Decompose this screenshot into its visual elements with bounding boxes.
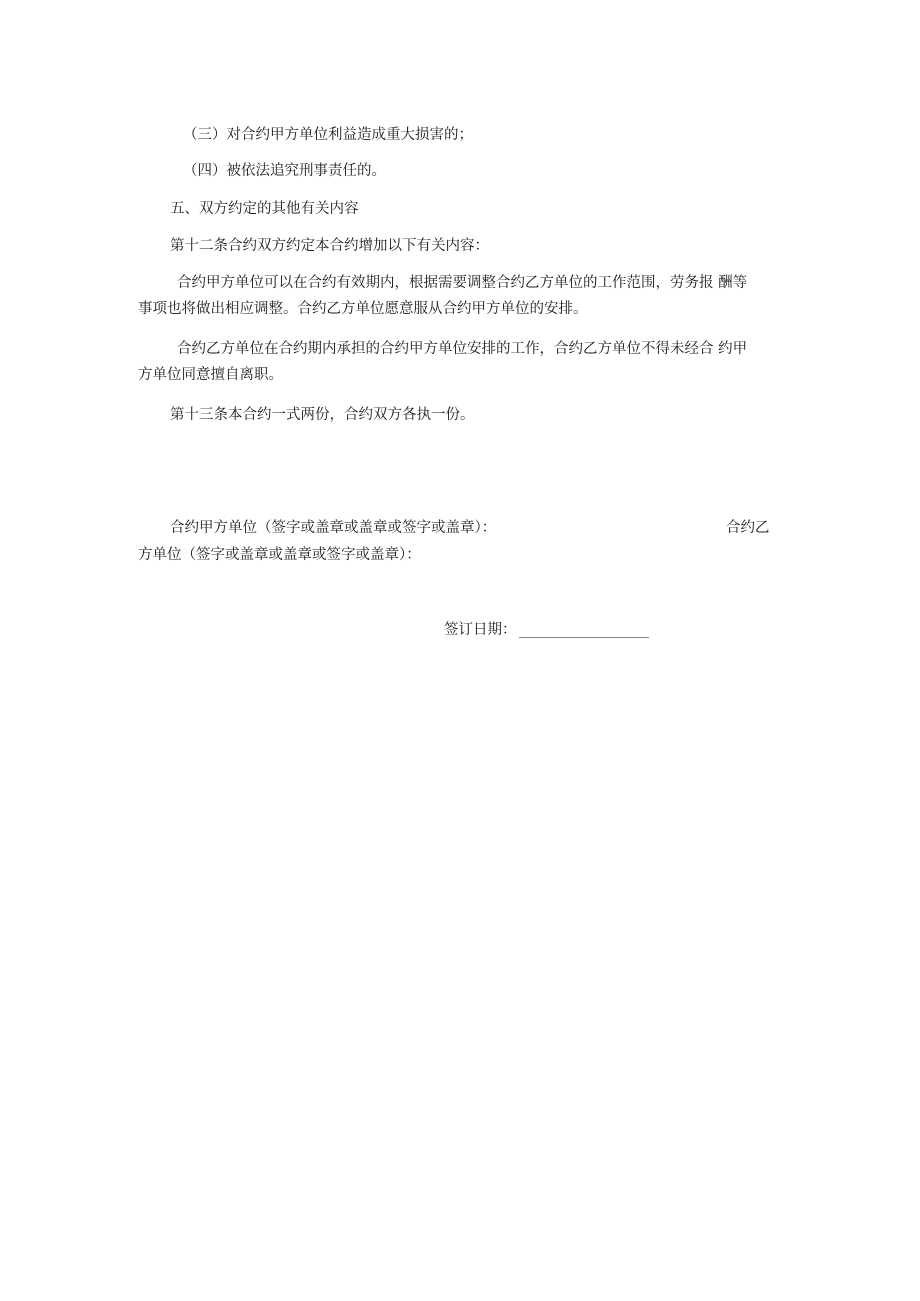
paragraph-1-line-2: 事项也将做出相应调整。合约乙方单位愿意服从合约甲方单位的安排。 xyxy=(138,301,588,317)
paragraph-2-line-1: 合约乙方单位在合约期内承担的合约甲方单位安排的工作，合约乙方单位不得未经合 约甲 xyxy=(177,341,748,357)
party-b-signature-label-end: 方单位（签字或盖章或盖章或签字或盖章）： xyxy=(138,547,421,563)
party-a-signature-label: 合约甲方单位（签字或盖章或盖章或签字或盖章）： xyxy=(170,520,497,536)
section-5-heading: 五、双方约定的其他有关内容 xyxy=(170,201,359,217)
clause-item-4: （四）被依法追究刑事责任的。 xyxy=(183,163,386,179)
article-12: 第十二条合约双方约定本合约增加以下有关内容： xyxy=(170,238,489,254)
signing-date-row xyxy=(444,620,649,640)
paragraph-2-line-2: 方单位同意擅自离职。 xyxy=(138,367,283,383)
signing-date-blank[interactable] xyxy=(519,623,649,638)
party-b-signature-label-start: 合约乙 xyxy=(726,520,770,536)
paragraph-1-line-1: 合约甲方单位可以在合约有效期内，根据需要调整合约乙方单位的工作范围，劳务报 酬等 xyxy=(177,275,748,291)
signing-date-label: 签订日期： xyxy=(444,622,517,638)
article-13: 第十三条本合约一式两份，合约双方各执一份。 xyxy=(170,407,475,423)
clause-item-3: （三）对合约甲方单位利益造成重大损害的； xyxy=(183,127,473,143)
